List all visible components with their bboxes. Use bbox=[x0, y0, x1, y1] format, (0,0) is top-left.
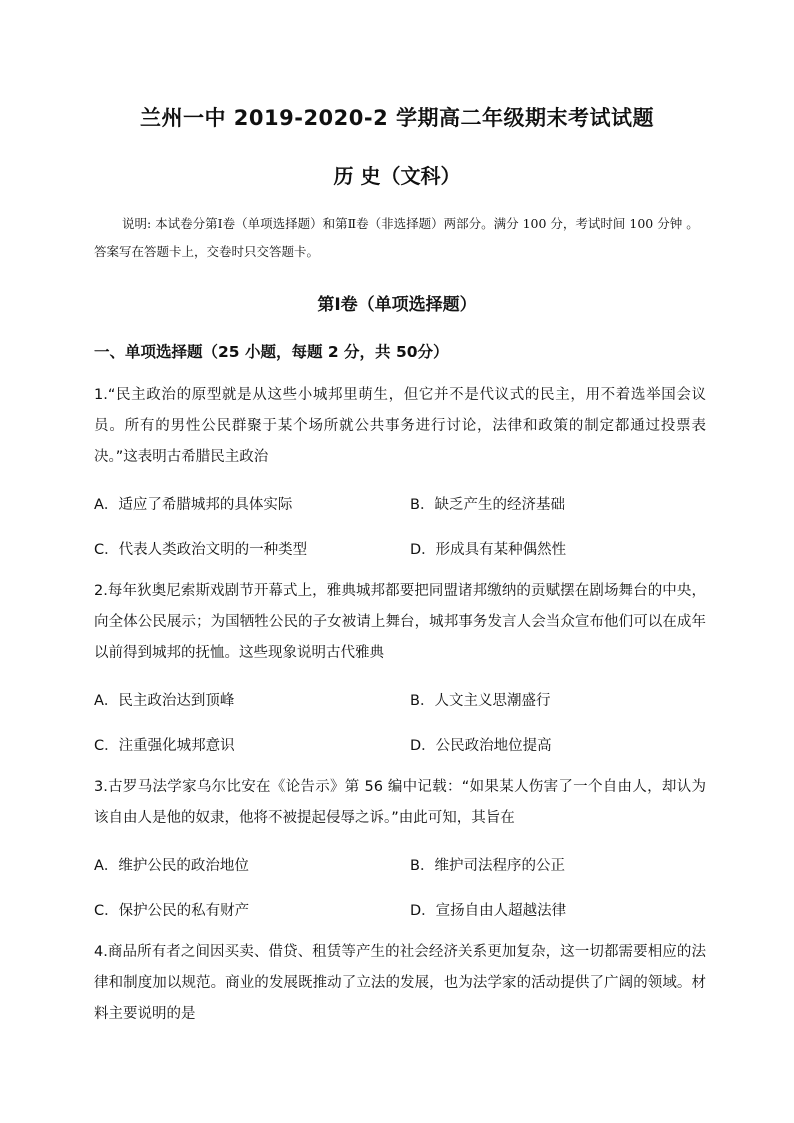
question-2-option-c: C．注重强化城邦意识 bbox=[94, 738, 235, 754]
question-1-option-b: B．缺乏产生的经济基础 bbox=[410, 497, 565, 513]
question-1-option-d: D．形成具有某种偶然性 bbox=[410, 542, 567, 558]
question-3-option-a: A．维护公民的政治地位 bbox=[94, 858, 249, 874]
question-1-stem: 1.“民主政治的原型就是从这些小城邦里萌生，但它并不是代议式的民主，用不着选举国会议员。所有的男性公民群聚于某个场所就公共事务进行讨论，法律和政策的制定都通过投票表决。”这表明古希腊民主政治 bbox=[94, 387, 706, 465]
question-3-option-d: D．宣扬自由人超越法律 bbox=[410, 903, 567, 919]
exam-title: 兰州一中 2019-2020-2 学期高二年级期末考试试题 bbox=[139, 106, 655, 130]
question-2-stem: 2.每年狄奥尼索斯戏剧节开幕式上，雅典城邦都要把同盟诸邦缴纳的贡赋摆在剧场舞台的中央，向全体公民展示；为国牺牲公民的子女被请上舞台，城邦事务发言人会当众宣布他们可以在成年以前得到城邦的抚恤。这些现象说明古代雅典 bbox=[94, 583, 706, 661]
question-3-option-c: C．保护公民的私有财产 bbox=[94, 903, 250, 919]
exam-subtitle: 历 史（文科） bbox=[333, 164, 461, 188]
question-2-option-a: A．民主政治达到顶峰 bbox=[94, 693, 235, 709]
question-3-option-b: B．维护司法程序的公正 bbox=[410, 858, 565, 874]
part-heading: 一、单项选择题（25 小题，每题 2 分，共 50分） bbox=[94, 343, 449, 361]
question-2-option-b: B．人文主义思潮盛行 bbox=[410, 693, 551, 709]
question-1-option-a: A．适应了希腊城邦的具体实际 bbox=[94, 497, 293, 513]
question-1-option-c: C．代表人类政治文明的一种类型 bbox=[94, 542, 308, 558]
question-3-stem: 3.古罗马法学家乌尔比安在《论告示》第 56 编中记载：“如果某人伤害了一个自由人，却认为该自由人是他的奴隶，他将不被提起侵辱之诉。”由此可知，其旨在 bbox=[94, 779, 706, 826]
section-title: 第Ⅰ卷（单项选择题） bbox=[317, 295, 477, 315]
question-4-stem: 4.商品所有者之间因买卖、借贷、租赁等产生的社会经济关系更加复杂，这一切都需要相应的法律和制度加以规范。商业的发展既推动了立法的发展，也为法学家的活动提供了广阔的领域。材料主要说明的是 bbox=[94, 944, 706, 1022]
instructions: 说明: 本试卷分第Ⅰ卷（单项选择题）和第Ⅱ卷（非选择题）两部分。满分 100 分，考试时间 100 分钟 。答案写在答题卡上，交卷时只交答题卡。 bbox=[94, 216, 699, 259]
question-2-option-d: D．公民政治地位提高 bbox=[410, 738, 552, 754]
